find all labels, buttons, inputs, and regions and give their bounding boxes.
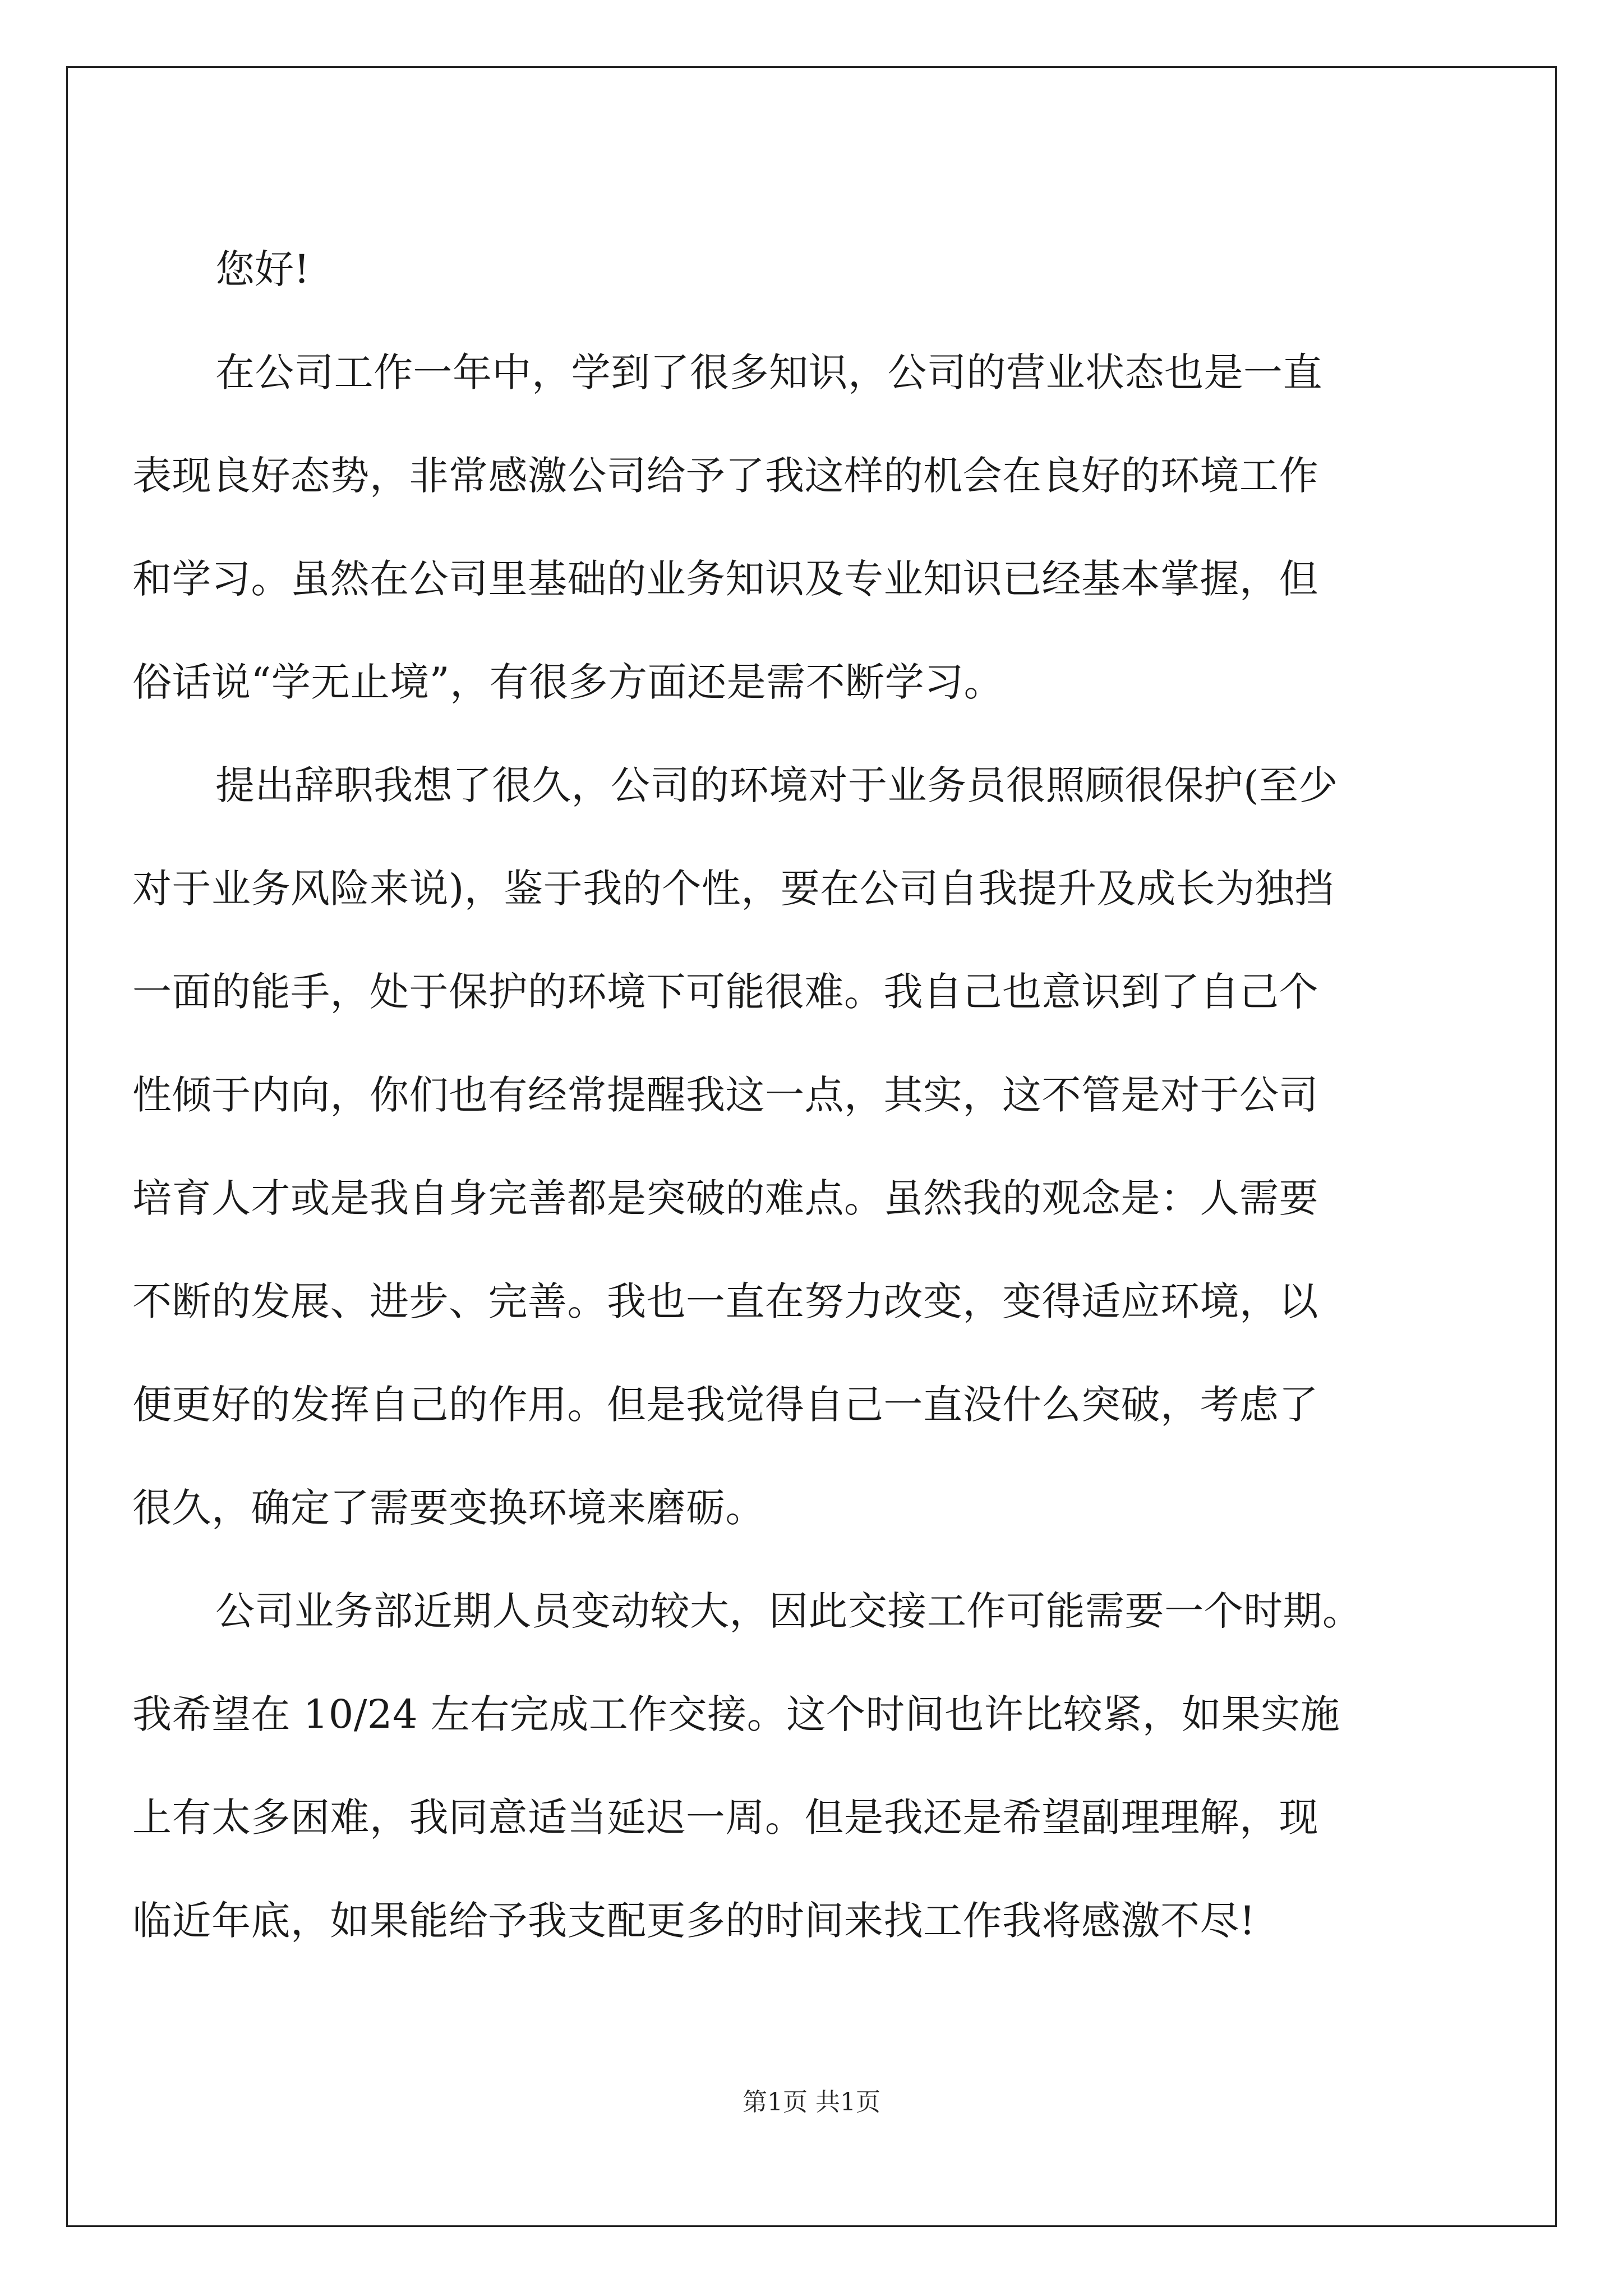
- paragraph-line: 便更好的发挥自己的作用。但是我觉得自己一直没什么突破，考虑了: [132, 1382, 1318, 1428]
- paragraph-line: 提出辞职我想了很久，公司的环境对于业务员很照顾很保护(至少: [215, 762, 1338, 808]
- paragraph-line: 在公司工作一年中，学到了很多知识，公司的营业状态也是一直: [215, 349, 1322, 395]
- paragraph-line: 我希望在 10/24 左右完成工作交接。这个时间也许比较紧，如果实施: [132, 1691, 1340, 1737]
- paragraph-line: 和学习。虽然在公司里基础的业务知识及专业知识已经基本掌握，但: [132, 556, 1318, 602]
- paragraph-line: 公司业务部近期人员变动较大，因此交接工作可能需要一个时期。: [215, 1588, 1362, 1634]
- paragraph-1: [132, 321, 1422, 734]
- paragraph-line: 不断的发展、进步、完善。我也一直在努力改变，变得适应环境，以: [132, 1278, 1318, 1324]
- paragraph-line: 培育人才或是我自身完善都是突破的难点。虽然我的观念是：人需要: [132, 1175, 1318, 1221]
- paragraph-line: 对于业务风险来说)，鉴于我的个性，要在公司自我提升及成长为独挡: [132, 866, 1334, 912]
- paragraph-line: 表现良好态势，非常感激公司给予了我这样的机会在良好的环境工作: [132, 453, 1318, 499]
- paragraph-line: 很久，确定了需要变换环境来磨砺。: [132, 1485, 765, 1531]
- paragraph-line: 上有太多困难，我同意适当延迟一周。但是我还是希望副理理解，现: [132, 1795, 1318, 1841]
- paragraph-line: 临近年底，如果能给予我支配更多的时间来找工作我将感激不尽!: [132, 1898, 1256, 1944]
- paragraph-3: [132, 1559, 1422, 1972]
- paragraph-line: 俗话说“学无止境”，有很多方面还是需不断学习。: [132, 659, 1004, 705]
- page-number-footer: 第1页 共1页: [743, 2088, 880, 2116]
- letter-body: [132, 218, 1422, 1972]
- paragraph-line: 性倾于内向，你们也有经常提醒我这一点，其实，这不管是对于公司: [132, 1072, 1318, 1118]
- paragraph-2: [132, 734, 1422, 1559]
- paragraph-line: 一面的能手，处于保护的环境下可能很难。我自己也意识到了自己个: [132, 969, 1318, 1015]
- greeting: 您好!: [215, 246, 310, 292]
